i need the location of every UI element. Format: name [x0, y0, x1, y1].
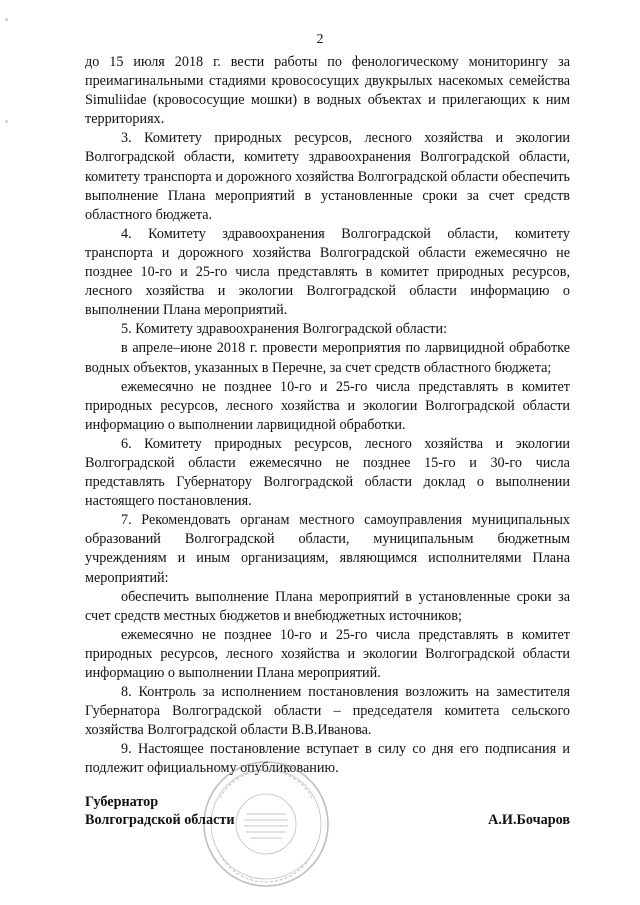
- paragraph-item-8: 8. Контроль за исполнением постановления возложить на заместителя Губернатора Волгоградской области – председателя комитета сельского хозяйства Волгоградской области В.В.Иванова.: [85, 684, 570, 739]
- paragraph-item-5-sub-1: в апреле–июне 2018 г. провести мероприятия по ларвицидной обработке водных объектов, указанных в Перечне, за счет средств областного бюджета;: [85, 340, 570, 376]
- paragraph-item-7: 7. Рекомендовать органам местного самоуправления муниципальных образований Волгоградской области, муниципальным бюджетным учреждениям и иным организациям, являющимся исполнителями Плана мероприятий:: [85, 512, 570, 586]
- scan-mark: [5, 18, 8, 21]
- signatory-title-line-2: Волгоградской области: [85, 812, 235, 828]
- paragraph-item-7-sub-2: ежемесячно не позднее 10-го и 25-го числа представлять в комитет природных ресурсов, лесного хозяйства и экологии Волгоградской области информацию о выполнении Плана мероприятий.: [85, 626, 570, 681]
- paragraph-item-5-sub-2: ежемесячно не позднее 10-го и 25-го числа представлять в комитет природных ресурсов, лесного хозяйства и экологии Волгоградской области информацию о выполнении ларвицидной обработки.: [85, 378, 570, 433]
- paragraph-item-6: 6. Комитету природных ресурсов, лесного хозяйства и экологии Волгоградской области ежемесячно не позднее 15-го и 30-го числа представлять Губернатору Волгоградской области доклад о выполнении настоящего постановления.: [85, 435, 570, 510]
- signatory-title-line-1: Губернатор: [85, 794, 159, 810]
- paragraph-item-9: 9. Настоящее постановление вступает в силу со дня его подписания и подлежит официальному опубликованию.: [85, 741, 570, 777]
- paragraph-item-7-sub-1: обеспечить выполнение Плана мероприятий в установленные сроки за счет средств местных бюджетов и внебюджетных источников;: [85, 588, 570, 624]
- signature-block: [85, 793, 570, 833]
- paragraph-item-5: 5. Комитету здравоохранения Волгоградской области:: [121, 321, 448, 338]
- page-number: 2: [316, 32, 324, 47]
- document-body: [85, 53, 570, 779]
- signatory-name: А.И.Бочаров: [488, 812, 570, 828]
- paragraph-item-3: 3. Комитету природных ресурсов, лесного хозяйства и экологии Волгоградской области, комитету здравоохранения Волгоградской области, комитету транспорта и дорожного хозяйства Волгоградской области обеспечить выполнение Плана мероприятий в установленные сроки за счет средств областного бюджета.: [85, 130, 570, 223]
- paragraph-item-4: 4. Комитету здравоохранения Волгоградской области, комитету транспорта и дорожного хозяйства Волгоградской области ежемесячно не позднее 10-го и 25-го числа представлять в комитет природных ресурсов, лесного хозяйства и экологии Волгоградской области информацию о выполнении Плана мероприятий.: [85, 225, 570, 319]
- scan-mark: [5, 120, 8, 123]
- signatory-position: [85, 793, 235, 829]
- paragraph-continuation: до 15 июля 2018 г. вести работы по фенологическому мониторингу за преимагинальными стадиями кровососущих двукрылых насекомых семейства Simuliidae (кровососущие мошки) в водных объектах и прилегающих к ним территориях.: [85, 54, 570, 128]
